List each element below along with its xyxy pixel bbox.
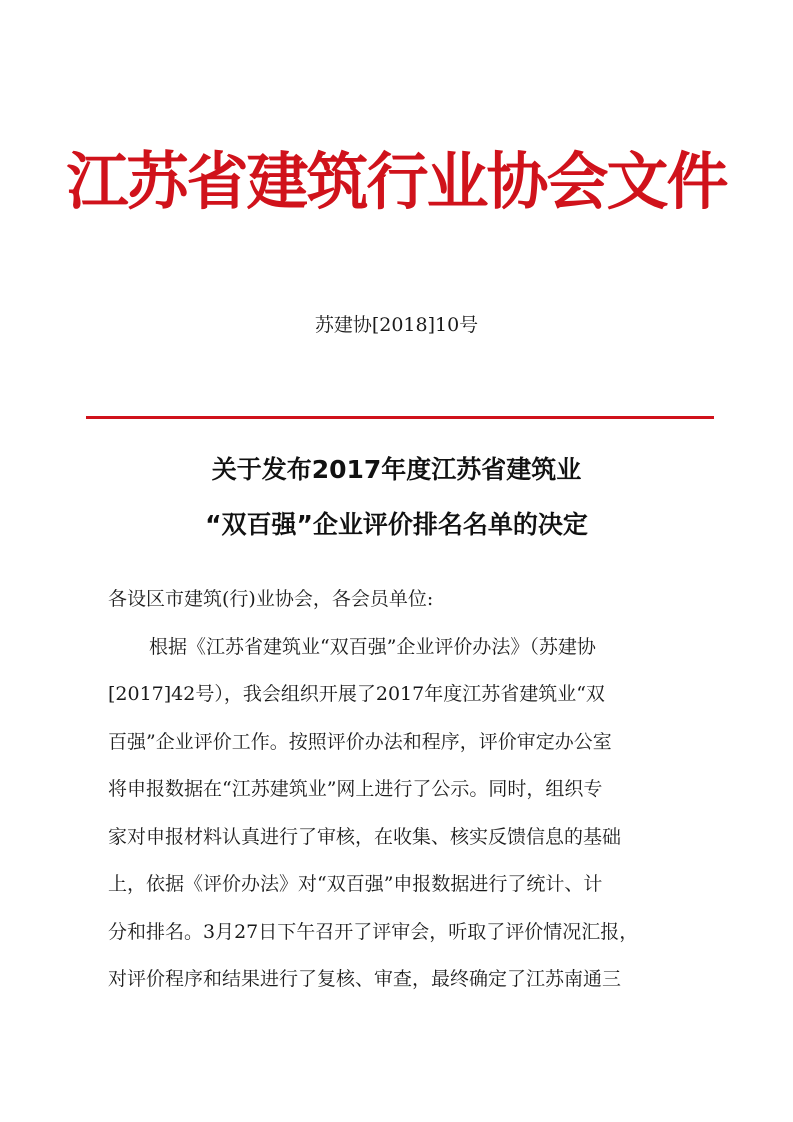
masthead-title: 江苏省建筑行业协会文件: [66, 145, 727, 218]
salutation: 各设区市建筑(行)业协会，各会员单位:: [108, 588, 434, 610]
paragraph-line-5: 家对申报材料认真进行了审核，在收集、核实反馈信息的基础: [108, 826, 622, 848]
paragraph-line-2: [2017]42号），我会组织开展了2017年度江苏省建筑业“双: [108, 683, 605, 705]
paragraph-line-7: 分和排名。3月27日下午召开了评审会，听取了评价情况汇报，: [108, 921, 639, 943]
document-title-line-1: 关于发布2017年度江苏省建筑业: [211, 455, 582, 484]
paragraph-line-6: 上，依据《评价办法》对“双百强”申报数据进行了统计、计: [108, 873, 603, 895]
document-title-line-2: “双百强”企业评价排名名单的决定: [205, 510, 588, 539]
paragraph-line-4: 将申报数据在“江苏建筑业”网上进行了公示。同时，组织专: [108, 778, 603, 800]
paragraph-line-8: 对评价程序和结果进行了复核、审查，最终确定了江苏南通三: [108, 968, 622, 990]
red-divider-line: [86, 416, 714, 419]
paragraph-line-1: 根据《江苏省建筑业“双百强”企业评价办法》（苏建协: [149, 636, 596, 658]
paragraph-line-3: 百强”企业评价工作。按照评价办法和程序，评价审定办公室: [108, 731, 612, 753]
document-number: 苏建协[2018]10号: [314, 314, 479, 336]
